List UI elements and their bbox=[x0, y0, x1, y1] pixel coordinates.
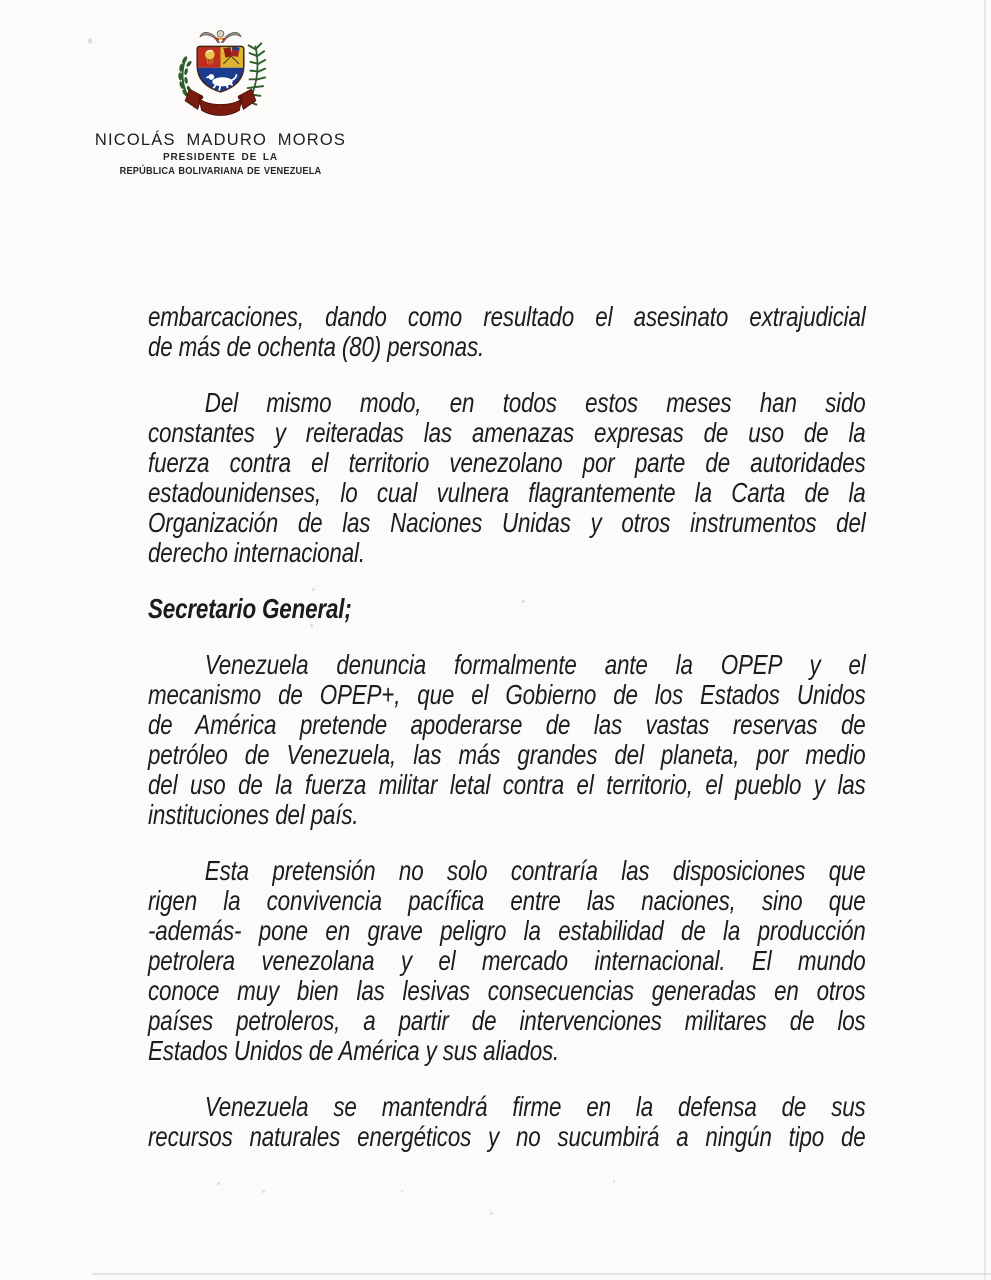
letterhead-name: NICOLÁS MADURO MOROS bbox=[94, 131, 347, 149]
shield bbox=[197, 44, 244, 95]
text-line: petróleo de Venezuela, las más grandes del planeta, por medio bbox=[148, 739, 866, 770]
text-line: países petroleros, a partir de intervenciones militares de los bbox=[148, 1005, 866, 1036]
scan-speck bbox=[613, 1180, 615, 1183]
scan-speck bbox=[401, 1190, 403, 1192]
text-line: derecho internacional. bbox=[148, 537, 365, 568]
text-line: rigen la convivencia pacífica entre las naciones, sino que bbox=[148, 885, 866, 916]
text-line: constantes y reiteradas las amenazas expresas de uso de la bbox=[148, 417, 866, 448]
paragraph bbox=[148, 650, 866, 830]
text-line: recursos naturales energéticos y no sucumbirá a ningún tipo de bbox=[148, 1121, 866, 1152]
text-line: de América pretende apoderarse de las vastas reservas de bbox=[148, 709, 866, 740]
text-line: estadounidenses, lo cual vulnera flagrantemente la Carta de la bbox=[148, 477, 866, 508]
scan-speck bbox=[217, 1182, 220, 1185]
text-line: Venezuela denuncia formalmente ante la OPEP y el bbox=[204, 649, 866, 680]
scan-edge-line bbox=[984, 0, 986, 1280]
paragraph bbox=[148, 856, 866, 1066]
text-line: Esta pretensión no solo contraría las disposiciones que bbox=[204, 855, 866, 886]
scan-speck bbox=[522, 600, 525, 603]
scan-bottom-line bbox=[92, 1273, 991, 1275]
scan-speck bbox=[312, 588, 315, 591]
paragraph bbox=[148, 302, 866, 362]
venezuela-coat-of-arms-icon bbox=[172, 26, 269, 122]
text-line: del uso de la fuerza militar letal contra el territorio, el pueblo y las bbox=[148, 769, 866, 800]
text-line: embarcaciones, dando como resultado el asesinato extrajudicial bbox=[148, 301, 866, 332]
text-line: fuerza contra el territorio venezolano por parte de autoridades bbox=[148, 447, 866, 478]
text-line: Del mismo modo, en todos estos meses han sido bbox=[204, 387, 866, 418]
text-line: Organización de las Naciones Unidas y otros instrumentos del bbox=[148, 507, 866, 538]
letter-body bbox=[148, 302, 866, 1178]
text-line: mecanismo de OPEP+, que el Gobierno de los Estados Unidos bbox=[148, 679, 866, 710]
letterhead-title-line2: REPÚBLICA BOLIVARIANA DE VENEZUELA bbox=[119, 165, 322, 177]
text-line: de más de ochenta (80) personas. bbox=[148, 331, 485, 362]
scan-speck bbox=[310, 624, 313, 627]
scan-speck bbox=[262, 1190, 265, 1193]
paragraph bbox=[148, 1092, 866, 1152]
text-line: instituciones del país. bbox=[148, 799, 359, 830]
ribbon bbox=[185, 89, 256, 115]
letterhead bbox=[78, 26, 363, 178]
letterhead-title-line1: PRESIDENTE DE LA bbox=[162, 152, 279, 163]
text-line: conoce muy bien las lesivas consecuencias generadas en otros bbox=[148, 975, 866, 1006]
text-line: Secretario General; bbox=[148, 593, 352, 624]
cornucopias bbox=[200, 30, 241, 42]
text-line: Estados Unidos de América y sus aliados. bbox=[148, 1035, 560, 1066]
paragraph bbox=[148, 388, 866, 568]
text-line: petrolera venezolana y el mercado internacional. El mundo bbox=[148, 945, 866, 976]
scan-speck bbox=[88, 38, 92, 44]
text-line: -además- pone en grave peligro la estabilidad de la producción bbox=[148, 915, 866, 946]
salutation-heading bbox=[148, 594, 866, 624]
scan-speck bbox=[490, 1212, 493, 1215]
text-line: Venezuela se mantendrá firme en la defensa de sus bbox=[204, 1091, 866, 1122]
